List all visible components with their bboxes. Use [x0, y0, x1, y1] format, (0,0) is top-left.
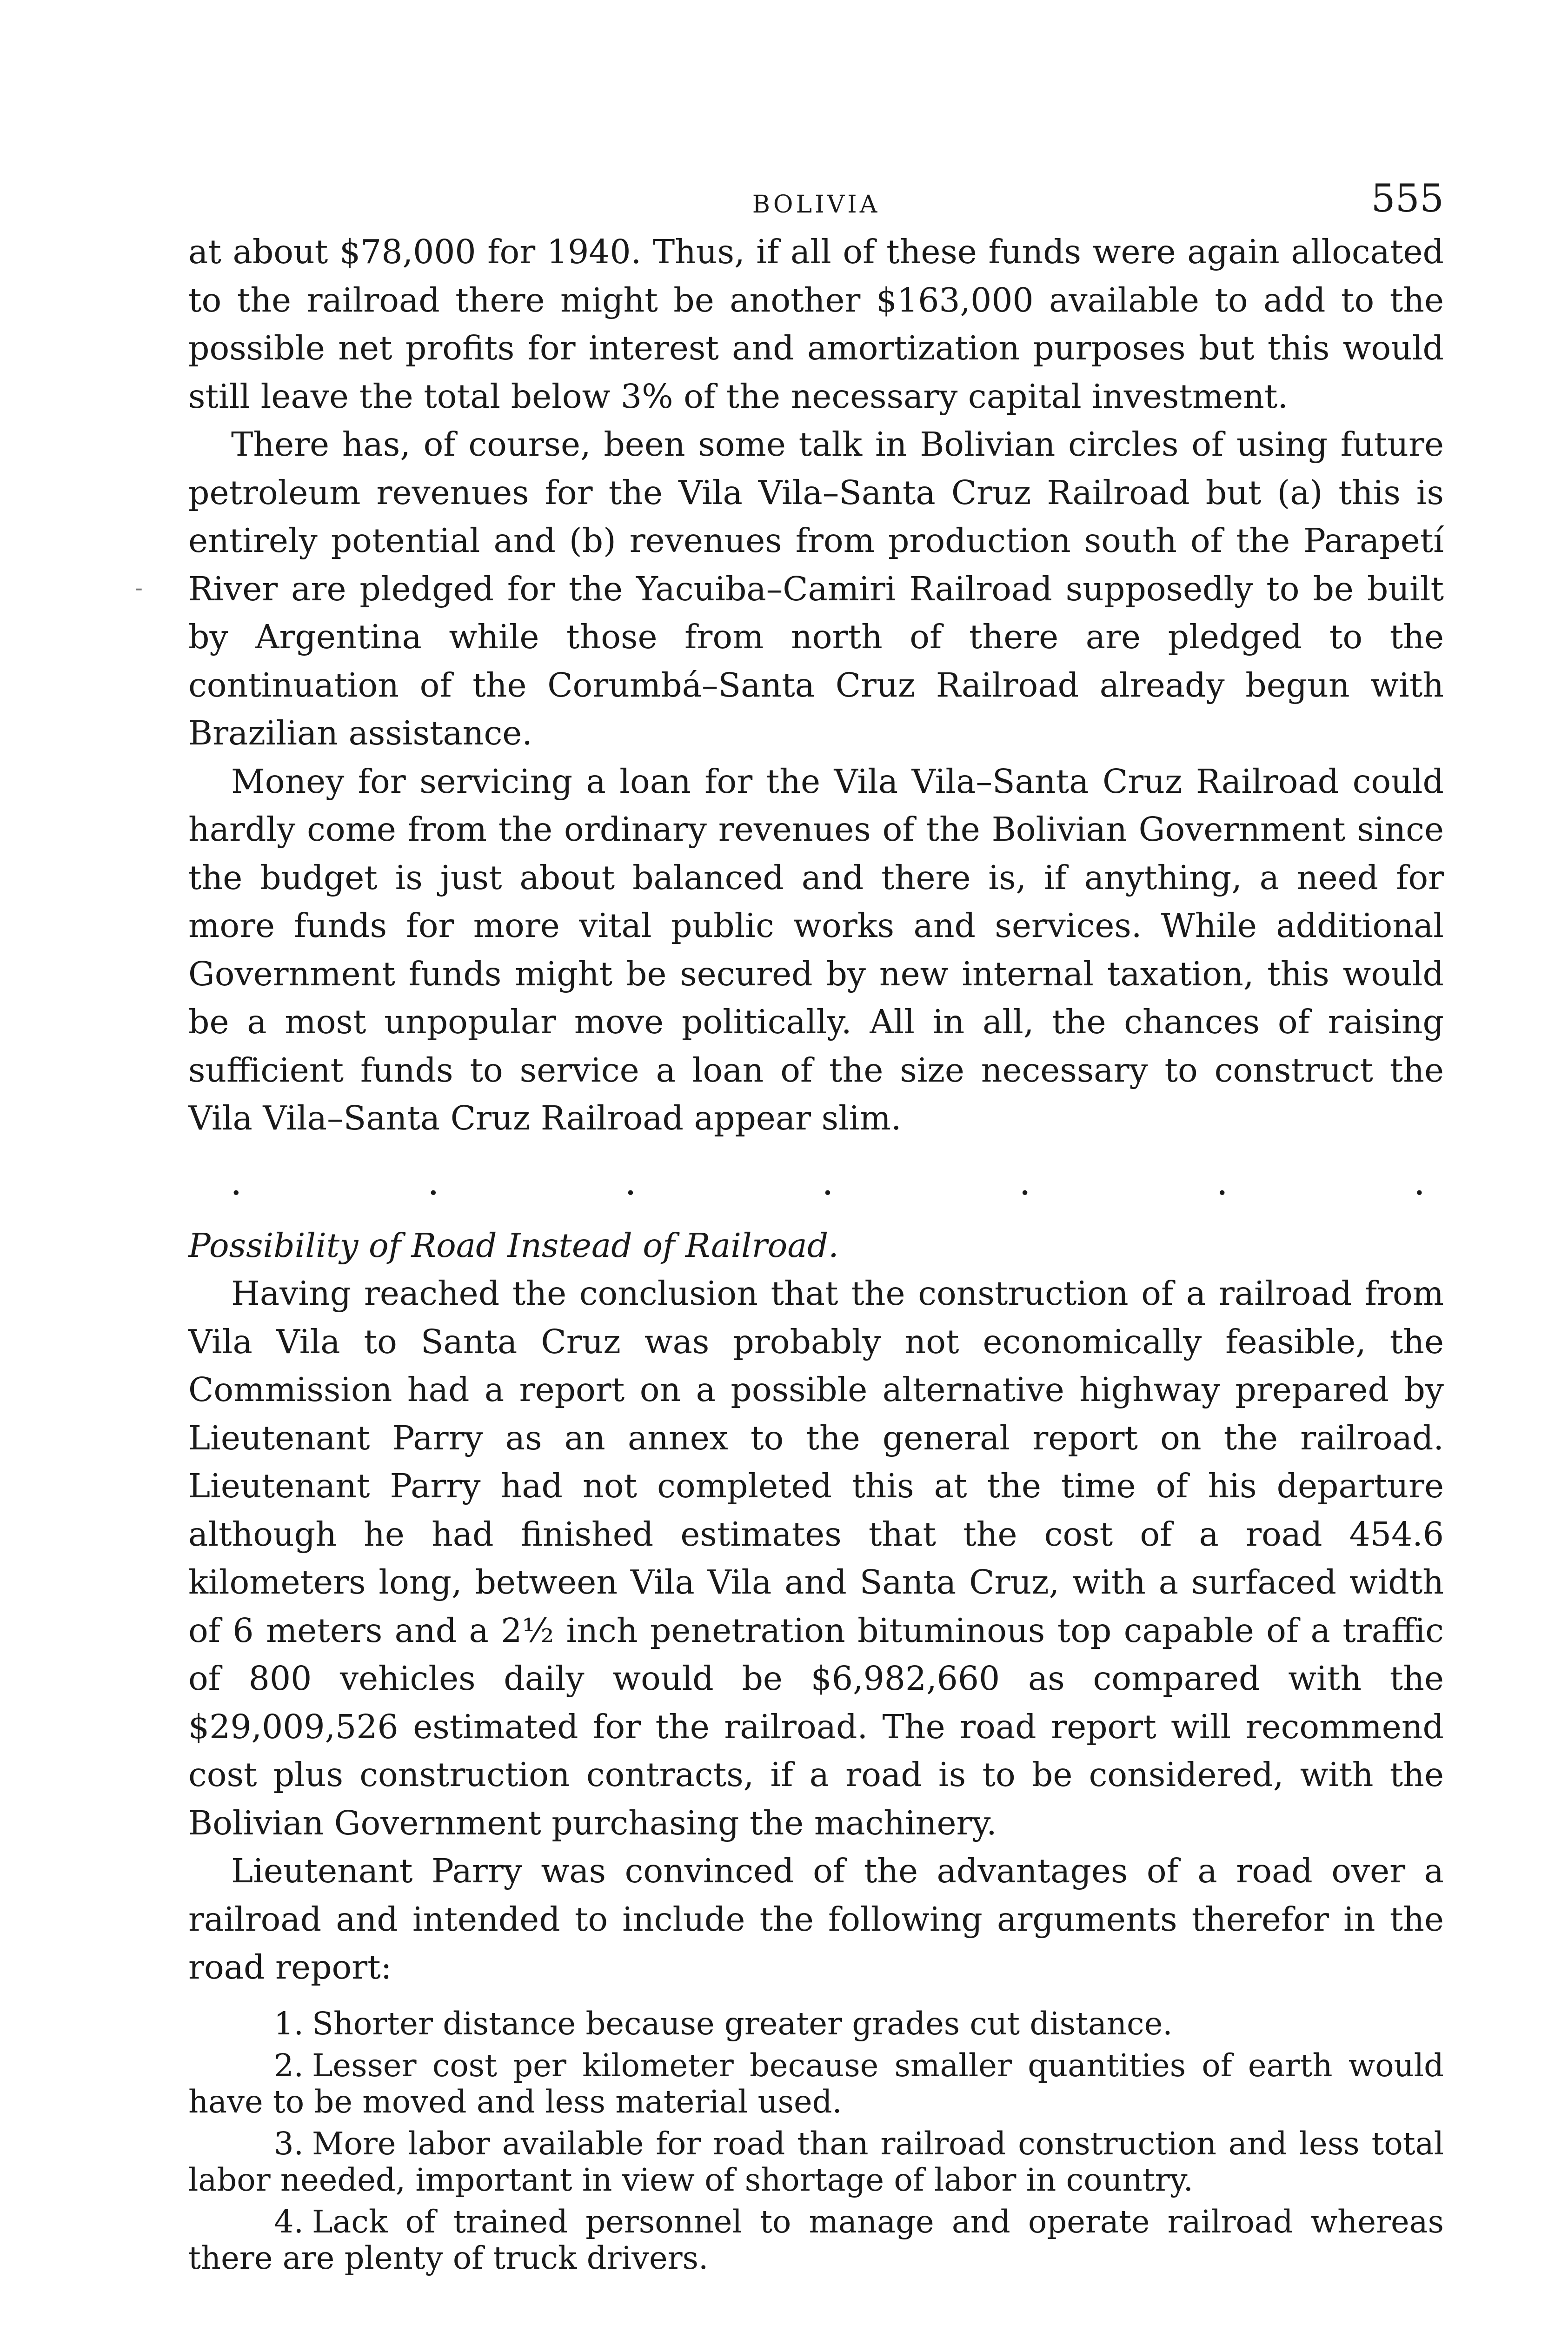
list-item	[188, 2047, 1444, 2120]
list-item-text: Lesser cost per kilometer because smaller quantities of earth would have to be moved and less material used.	[188, 2047, 1444, 2120]
ellipsis-dot: .	[625, 1160, 637, 1203]
ellipsis-separator	[230, 1160, 1425, 1203]
list-item-text: Lack of trained personnel to manage and operate railroad whereas there are plenty of truck drivers.	[188, 2203, 1444, 2276]
body-text-2	[188, 1269, 1444, 1992]
list-item	[188, 2126, 1444, 2198]
paragraph-2: There has, of course, been some talk in Bolivian circles of using future petroleum revenues for the Vila Vila–Santa Cruz Railroad but (a) this is entirely potential and (b) revenues from production south of the Parapetí River are pledged for the Yacuiba–Camiri Railroad supposedly to be built by Argentina while those from north of there are pledged to the continuation of the Corumbá–Santa Cruz Railroad already begun with Brazilian assistance.	[188, 425, 1444, 752]
list-item-number: 1.	[274, 2005, 304, 2042]
page	[188, 177, 1444, 2282]
page-number: 555	[1371, 177, 1444, 221]
list-item-text: More labor available for road than railroad construction and less total labor needed, important in view of shortage of labor in country.	[188, 2125, 1444, 2198]
ellipsis-dot: .	[427, 1160, 439, 1203]
ellipsis-dot: .	[230, 1160, 242, 1203]
list-item-number: 4.	[274, 2203, 304, 2240]
page-header	[188, 177, 1444, 228]
paragraph-1: at about $78,000 for 1940. Thus, if all of these funds were again allocated to the railroad there might be another $163,000 available to add to the possible net profits for interest and amortization purposes but this would still leave the total below 3% of the necessary capital investment.	[188, 232, 1444, 416]
paragraph-4: Having reached the conclusion that the construction of a railroad from Vila Vila to Santa Cruz was probably not economically feasible, the Commission had a report on a possible alternative highway prepared by Lieutenant Parry as an annex to the general report on the railroad. Lieutenant Parry had not completed this at the time of his departure although he had finished estimates that the cost of a road 454.6 kilometers long, between Vila Vila and Santa Cruz, with a surfaced width of 6 meters and a 2½ inch penetration bituminous top capable of a traffic of 800 vehicles daily would be $6,982,660 as compared with the $29,009,526 estimated for the railroad. The road report will recommend cost plus construction contracts, if a road is to be considered, with the Bolivian Government purchasing the machinery.	[188, 1274, 1444, 1842]
body-text	[188, 228, 1444, 1143]
paragraph-3: Money for servicing a loan for the Vila Vila–Santa Cruz Railroad could hardly come from the ordinary revenues of the Bolivian Government since the budget is just about balanced and there is, if anything, a need for more funds for more vital public works and services. While additional Government funds might be secured by new internal taxation, this would be a most unpopular move politically. All in all, the chances of raising sufficient funds to service a loan of the size necessary to construct the Vila Vila–Santa Cruz Railroad appear slim.	[188, 762, 1444, 1137]
margin-mark: -	[135, 574, 143, 601]
section-heading: Possibility of Road Instead of Railroad.	[188, 1226, 839, 1265]
ellipsis-dot: .	[1216, 1160, 1228, 1203]
ellipsis-dot: .	[822, 1160, 834, 1203]
list-item-number: 3.	[274, 2125, 304, 2162]
running-head: BOLIVIA	[752, 191, 880, 219]
list-item	[188, 2006, 1444, 2042]
list-item-number: 2.	[274, 2047, 304, 2084]
ellipsis-dot: .	[1019, 1160, 1031, 1203]
ellipsis-dot: .	[1413, 1160, 1425, 1203]
list-item-text: Shorter distance because greater grades cut distance.	[312, 2005, 1173, 2042]
list-item	[188, 2204, 1444, 2276]
paragraph-5: Lieutenant Parry was convinced of the advantages of a road over a railroad and intended to include the following arguments therefor in the road report:	[188, 1852, 1444, 1986]
arguments-list	[188, 2006, 1444, 2276]
